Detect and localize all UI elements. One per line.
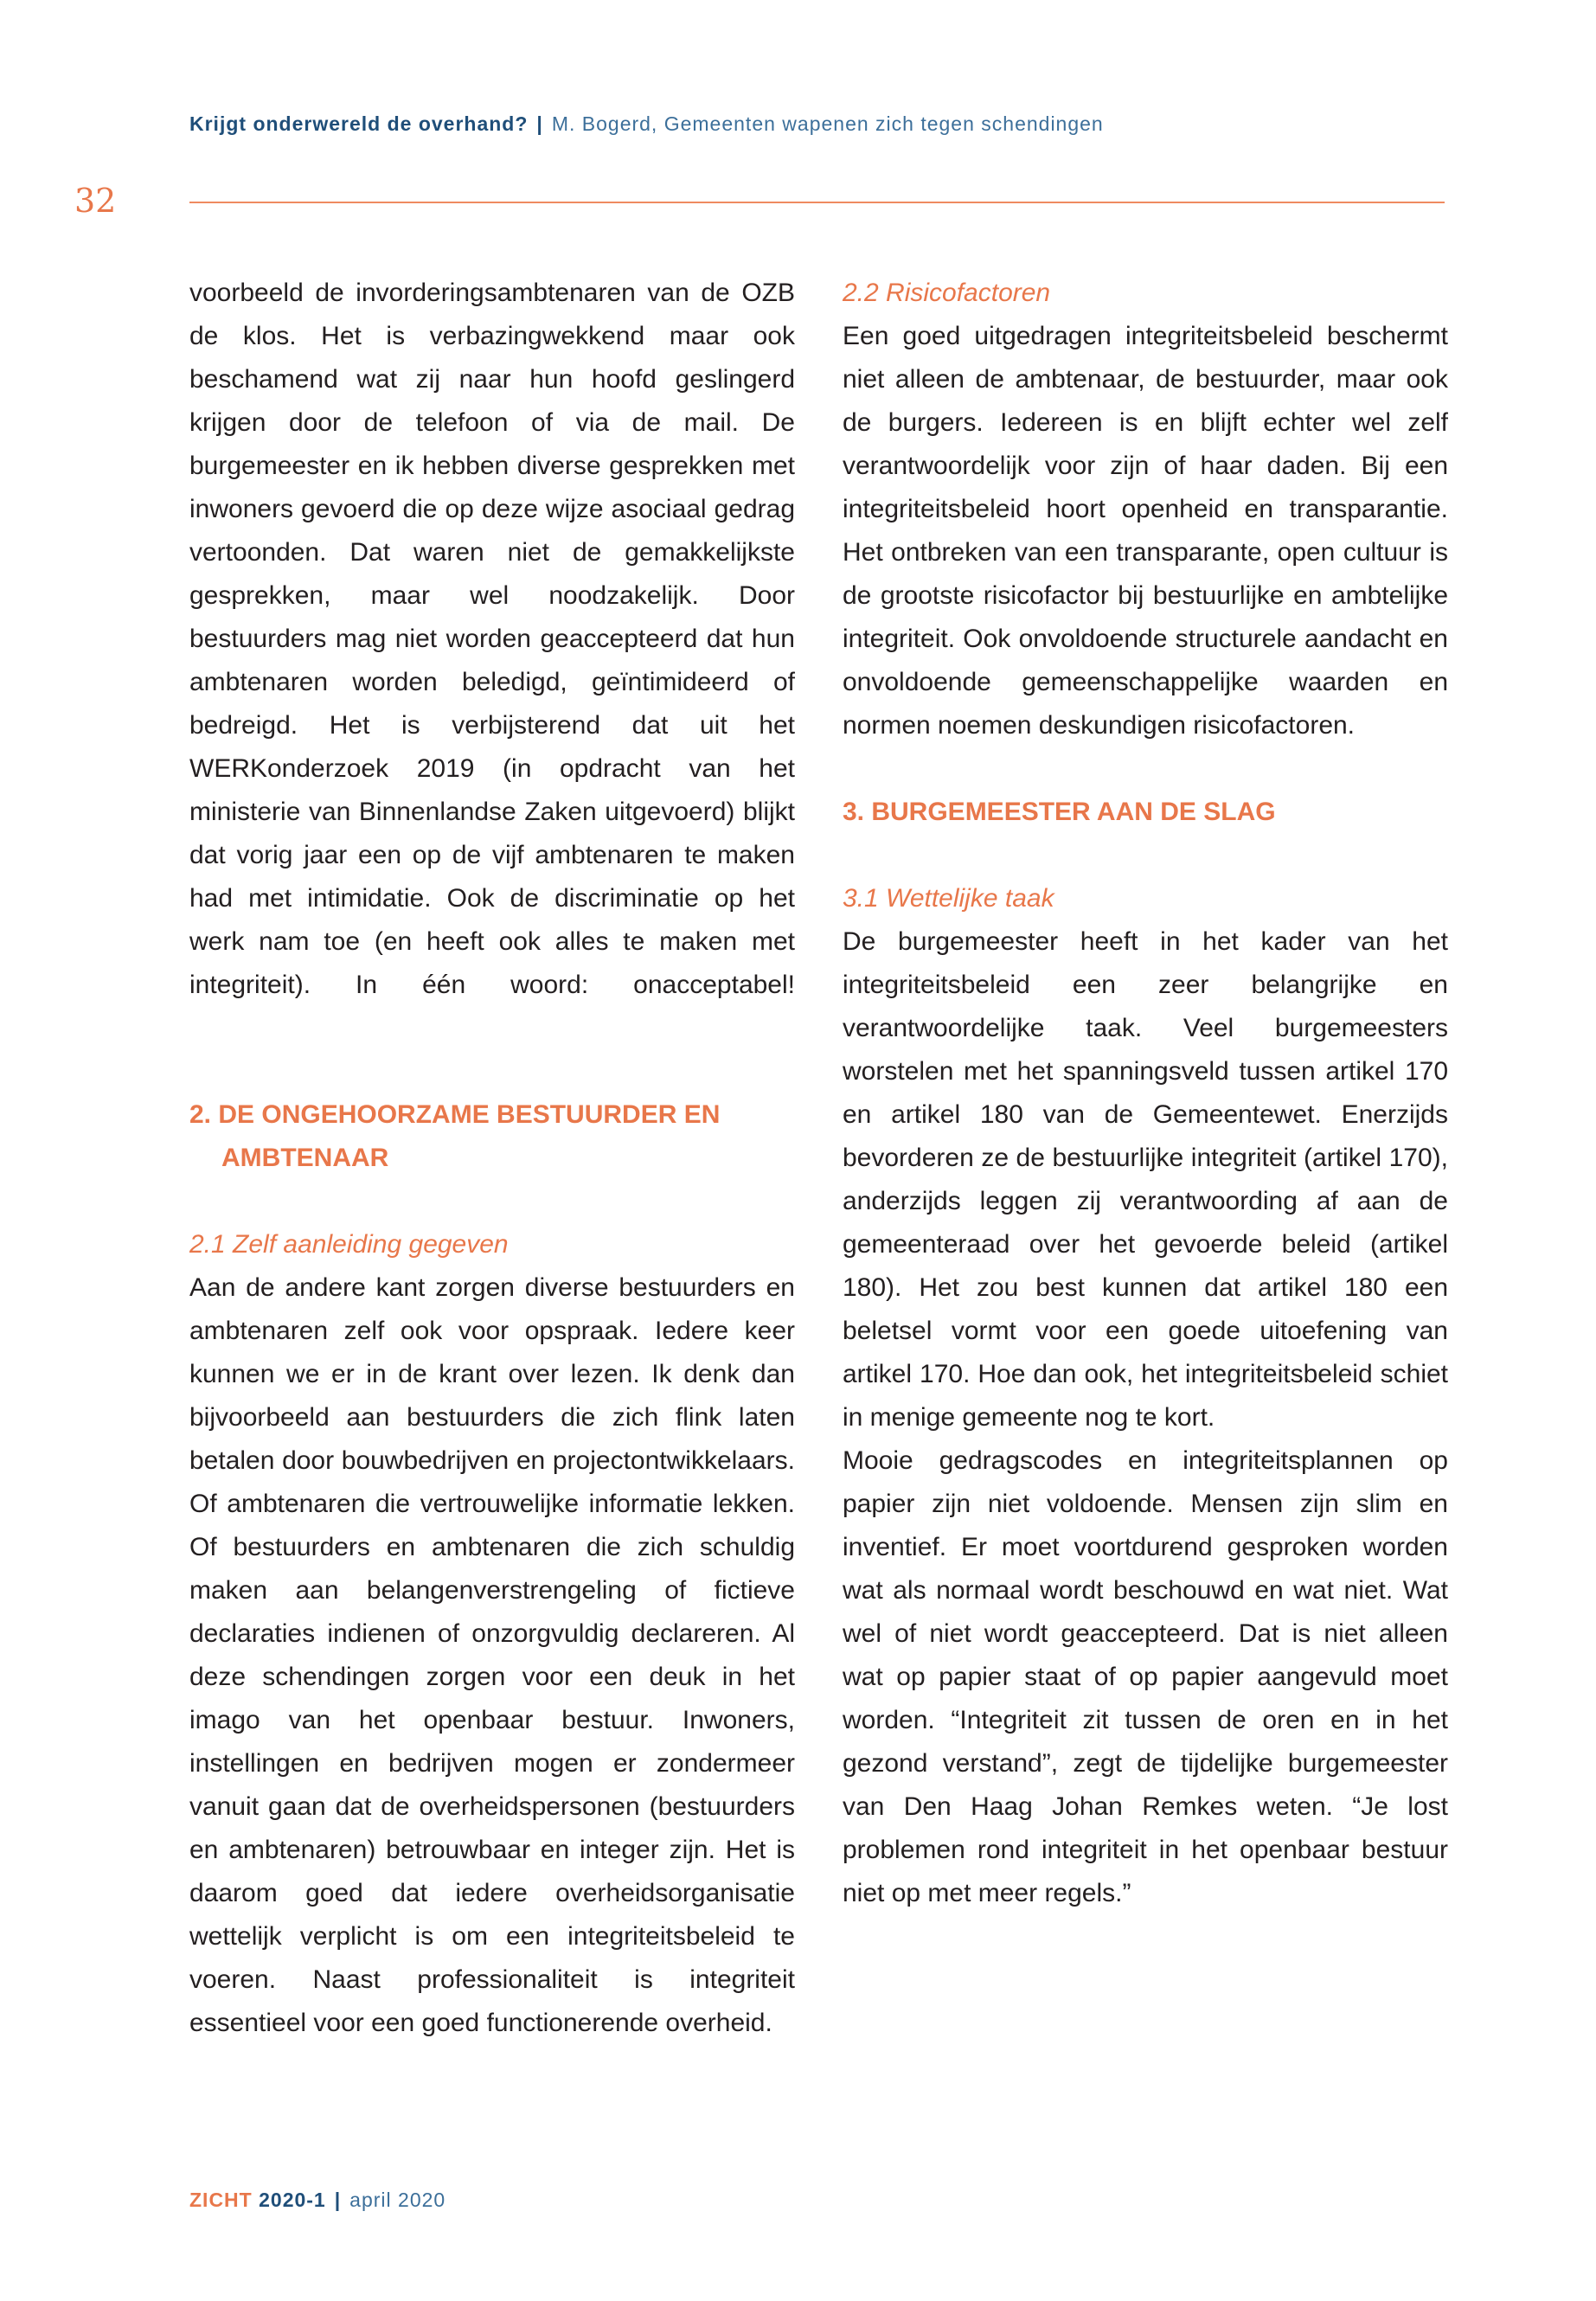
subsection-2-2-title: 2.2 Risicofactoren (843, 279, 1051, 307)
left-column (189, 272, 795, 2045)
header-separator: | (536, 112, 543, 135)
header-divider (189, 202, 1445, 203)
footer-separator: | (334, 2189, 342, 2211)
section-2-heading (189, 1093, 795, 1180)
footer-date: april 2020 (349, 2189, 446, 2211)
footer-issue: 2020-1 (259, 2189, 326, 2211)
subsection-3-1-body-1: De burgemeester heeft in het kader van het integriteitsbeleid een zeer belangrijke en verantwoordelijke taak. Veel burgemeesters worstelen met het spanningsveld tussen artikel 170 en artikel 180 van de Gemeentewet. Enerzijds bevorderen ze de bestuurlijke integriteit (artikel 170), anderzijds leggen zij verantwoording af aan de gemeenteraad over het gevoerde beleid (artikel 180). Het zou best kunnen dat artikel 180 een beletsel vormt voor een goede uitoefening van artikel 170. Hoe dan ook, het integriteitsbeleid schiet in menige gemeente nog te kort. (843, 927, 1448, 1432)
section-2-heading-line2: AMBTENAAR (221, 1144, 389, 1172)
header-title: Krijgt onderwereld de overhand? (189, 112, 529, 135)
right-column (843, 272, 1448, 1915)
running-footer (189, 2189, 445, 2212)
subsection-2-1-body: Aan de andere kant zorgen diverse bestuurders en ambtenaren zelf ook voor opspraak. Iedere keer kunnen we er in de krant over lezen. Ik denk dan bijvoorbeeld aan bestuurders die zich flink laten betalen door bouwbedrijven en projectontwikkelaars. Of ambtenaren die vertrouwelijke informatie lekken. Of bestuurders en ambtenaren die zich schuldig maken aan belangenverstrengeling of fictieve declaraties indienen of onzorgvuldig declareren. Al deze schendingen zorgen voor een deuk in het imago van het openbaar bestuur. Inwoners, instellingen en bedrijven mogen er zondermeer vanuit gaan dat de overheidspersonen (bestuurders en ambtenaren) betrouwbaar en integer zijn. Het is daarom goed dat iedere overheidsorganisatie wettelijk verplicht is om een integriteitsbeleid te voeren. Naast professionaliteit is integriteit essentieel voor een goed functionerende overheid. (189, 1273, 795, 2037)
section-3-heading: 3. BURGEMEESTER AAN DE SLAG (843, 798, 1276, 826)
subsection-2-2-body: Een goed uitgedragen integriteitsbeleid beschermt niet alleen de ambtenaar, de bestuurder, maar ook de burgers. Iedereen is en blijft echter wel zelf verantwoordelijk voor zijn of haar daden. Bij een integriteitsbeleid hoort openheid en transparantie. Het ontbreken van een transparante, open cultuur is de grootste risicofactor bij bestuurlijke en ambtelijke integriteit. Ook onvoldoende structurele aandacht en onvoldoende gemeenschappelijke waarden en normen noemen deskundigen risicofactoren. (843, 322, 1448, 740)
subsection-2-1-title: 2.1 Zelf aanleiding gegeven (189, 1230, 509, 1259)
page-number: 32 (74, 182, 117, 220)
intro-paragraph: voorbeeld de invorderingsambtenaren van de OZB de klos. Het is verbazingwekkend maar ook beschamend wat zij naar hun hoofd geslingerd krijgen door de telefoon of via de mail. De burgemeester en ik hebben diverse gesprekken met inwoners gevoerd die op deze wijze asociaal gedrag vertoonden. Dat waren niet de gemakkelijkste gesprekken, maar wel noodzakelijk. Door bestuurders mag niet worden geaccepteerd dat hun ambtenaren worden beledigd, geïntimideerd of bedreigd. Het is verbijsterend dat uit het WERKonderzoek 2019 (in opdracht van het ministerie van Binnenlandse Zaken uitgevoerd) blijkt dat vorig jaar een op de vijf ambtenaren te maken had met intimidatie. Ook de discriminatie op het werk nam toe (en heeft ook alles te maken met integriteit). In één woord: onacceptabel! (189, 279, 795, 999)
running-header (189, 112, 1444, 136)
section-2-heading-line1: 2. DE ONGEHOORZAME BESTUURDER EN (189, 1100, 721, 1129)
subsection-3-1-title: 3.1 Wettelijke taak (843, 884, 1054, 913)
subsection-3-1-body-2: Mooie gedragscodes en integriteitsplannen op papier zijn niet voldoende. Mensen zijn slim en inventief. Er moet voortdurend gesproken worden wat als normaal wordt beschouwd en wat niet. Wat wel of niet wordt geaccepteerd. Dat is niet alleen wat op papier staat of op papier aangevuld moet worden. “Integriteit zit tussen de oren en in het gezond verstand”, zegt de tijdelijke burgemeester van Den Haag Johan Remkes weten. “Je lost problemen rond integriteit in het openbaar bestuur niet op met meer regels.” (843, 1446, 1448, 1907)
header-subtitle: M. Bogerd, Gemeenten wapenen zich tegen schendingen (551, 112, 1104, 135)
footer-brand: ZICHT (189, 2189, 253, 2211)
